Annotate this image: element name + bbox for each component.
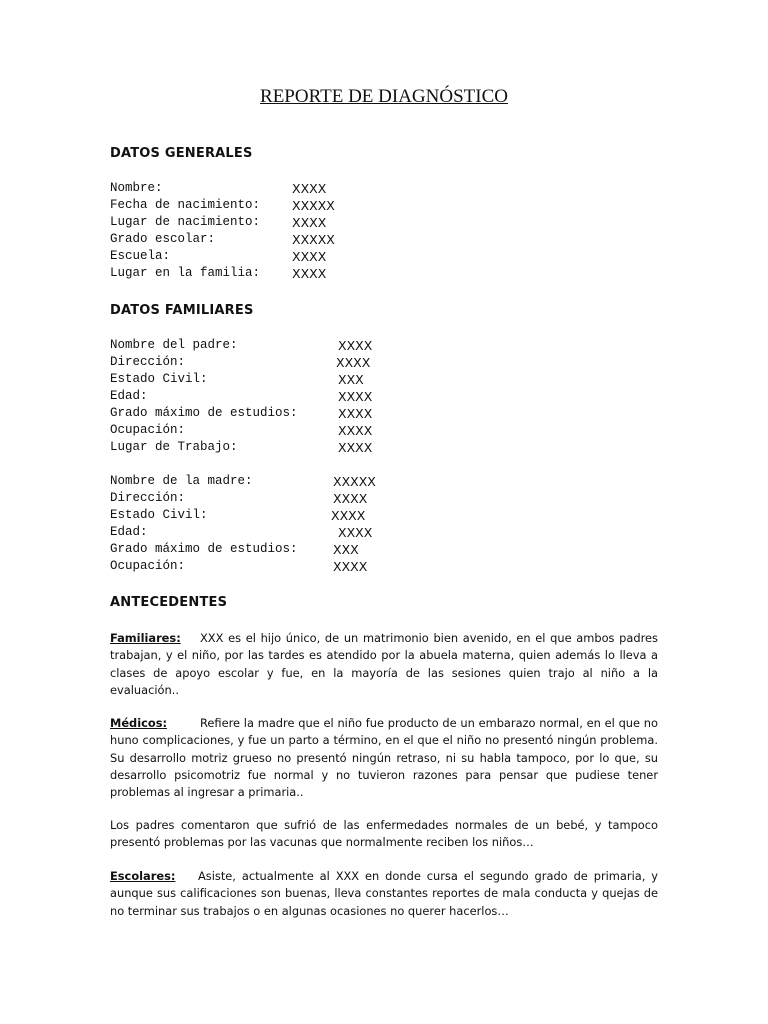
field-label: Fecha de nacimiento: [110, 198, 261, 212]
field-label: Lugar en la familia: [110, 266, 261, 280]
field-row [110, 542, 670, 559]
field-label: Ocupación: [110, 423, 186, 437]
field-row [110, 423, 670, 440]
field-label: Ocupación: [110, 559, 186, 573]
field-row [110, 232, 670, 249]
field-value: XXXX [292, 181, 327, 196]
paragraph-medicos [110, 715, 658, 801]
field-label: Grado escolar: [110, 232, 216, 246]
field-value: XXXX [292, 249, 327, 264]
field-row [110, 508, 670, 525]
paragraph-text: Asiste, actualmente al XXX en donde cursa el segundo grado de primaria, y aunque sus calificaciones son buenas, lleva constantes reportes de mala conducta y quejas de no terminar sus trabajos o en algunas ocasiones no querer hacerlos… [110, 869, 658, 918]
field-row [110, 266, 670, 283]
field-row [110, 215, 670, 232]
section-antecedentes: ANTECEDENTES [110, 595, 228, 610]
field-row [110, 474, 670, 491]
field-row [110, 559, 670, 576]
field-label: Lugar de nacimiento: [110, 215, 261, 229]
field-row [110, 181, 670, 198]
document-title: REPORTE DE DIAGNÓSTICO [260, 86, 508, 107]
section-datos-familiares: DATOS FAMILIARES [110, 303, 254, 318]
field-label: Nombre del padre: [110, 338, 238, 352]
field-value: XXXX [292, 266, 327, 281]
field-label: Lugar de Trabajo: [110, 440, 238, 454]
field-value: XXXX [338, 440, 373, 455]
field-row [110, 389, 670, 406]
paragraph-text: Refiere la madre que el niño fue producto de un embarazo normal, en el que no huno complicaciones, y fue un parto a término, en el que el niño no presentó ningún problema. Su desarrollo motriz grueso no presentó ningún retraso, ni su habla tampoco, por lo que, su desarrollo psicomotriz fue normal y no tuvieron razones para pensar que pudiese tener problemas al ingresar a primaria.. [110, 716, 658, 800]
field-row [110, 525, 670, 542]
paragraph-escolares [110, 868, 658, 920]
field-row [110, 355, 670, 372]
field-value: XXXXX [292, 232, 335, 247]
paragraph-familiares [110, 630, 658, 699]
field-value: XXXX [338, 406, 373, 421]
field-label: Nombre de la madre: [110, 474, 253, 488]
field-label: Grado máximo de estudios: [110, 542, 298, 556]
field-value: XXXX [336, 355, 371, 370]
subheading-escolares: Escolares: [110, 869, 176, 883]
field-value: XXXXX [292, 198, 335, 213]
field-value: XXXX [338, 525, 373, 540]
field-value: XXXX [333, 491, 368, 506]
field-row [110, 406, 670, 423]
field-row [110, 491, 670, 508]
field-label: Estado Civil: [110, 508, 208, 522]
section-datos-generales: DATOS GENERALES [110, 146, 253, 161]
field-row [110, 440, 670, 457]
field-value: XXXX [331, 508, 366, 523]
subheading-familiares: Familiares: [110, 631, 181, 645]
field-value: XXXXX [333, 474, 376, 489]
field-label: Dirección: [110, 355, 186, 369]
field-label: Edad: [110, 525, 148, 539]
field-value: XXXX [338, 423, 373, 438]
field-value: XXXX [338, 338, 373, 353]
field-label: Dirección: [110, 491, 186, 505]
field-label: Grado máximo de estudios: [110, 406, 298, 420]
field-value: XXX [333, 542, 359, 557]
field-row [110, 198, 670, 215]
field-label: Nombre: [110, 181, 163, 195]
paragraph-text: XXX es el hijo único, de un matrimonio bien avenido, en el que ambos padres trabajan, y el niño, por las tardes es atendido por la abuela materna, quien además lo lleva a clases de apoyo escolar y fue, en la mayoría de las sesiones quien trajo al niño a la evaluación.. [110, 631, 658, 697]
field-value: XXXX [338, 389, 373, 404]
field-row [110, 338, 670, 355]
field-value: XXXX [333, 559, 368, 574]
field-label: Edad: [110, 389, 148, 403]
field-row [110, 372, 670, 389]
subheading-medicos: Médicos: [110, 716, 168, 730]
paragraph-padres: Los padres comentaron que sufrió de las enfermedades normales de un bebé, y tampoco presentó problemas por las vacunas que normalmente reciben los niños… [110, 818, 658, 850]
field-label: Estado Civil: [110, 372, 208, 386]
field-value: XXX [338, 372, 364, 387]
field-value: XXXX [292, 215, 327, 230]
field-label: Escuela: [110, 249, 171, 263]
field-row [110, 249, 670, 266]
